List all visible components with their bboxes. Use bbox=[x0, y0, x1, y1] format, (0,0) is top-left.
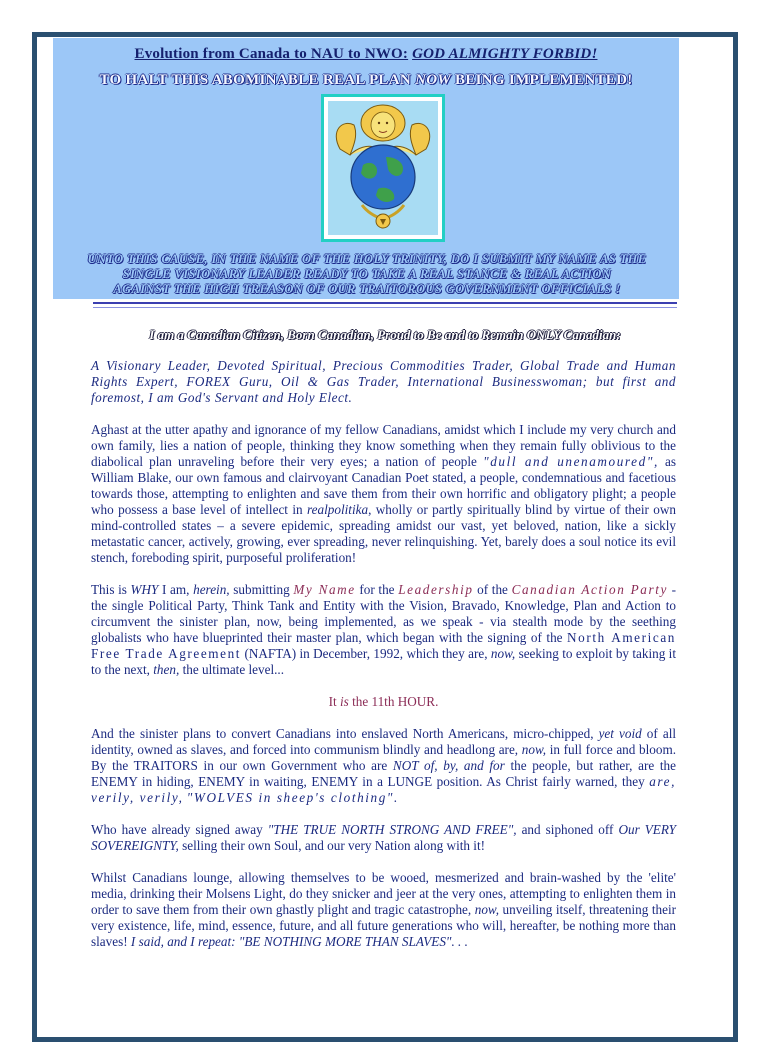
divider-thick bbox=[93, 302, 677, 304]
banner-title bbox=[53, 46, 679, 63]
paragraph-sinister-plans: And the sinister plans to convert Canadians into enslaved North Americans, micro-chipped, yet void of all identity, owned as slaves, and forced into communism blindly and headlong are, now, in full force and bloom. By the TRAITORS in our own Government who are NOT of, by, and for the people, but rather, are the ENEMY in hiding, ENEMY in waiting, ENEMY in a LUNGE position. As Christ fairly warned, they are, verily, verily, "WOLVES in sheep's clothing". bbox=[91, 726, 677, 805]
angel-globe-illustration bbox=[328, 101, 438, 235]
emblem-image bbox=[321, 94, 445, 242]
eleventh-hour-line: It is the 11th HOUR. bbox=[328, 694, 439, 709]
citizen-heading: I am a Canadian Citizen, Born Canadian, Proud to Be and to Remain ONLY Canadian: bbox=[149, 327, 621, 342]
banner-title-emphasis: GOD ALMIGHTY FORBID! bbox=[412, 46, 598, 62]
banner-subtitle-post: BEING IMPLEMENTED! bbox=[455, 72, 633, 88]
banner-subtitle bbox=[53, 72, 679, 89]
declaration-line-2: SINGLE VISIONARY LEADER READY TO TAKE A REAL STANCE & REAL ACTION bbox=[122, 267, 612, 281]
declaration-line-3: AGAINST THE HIGH TREASON OF OUR TRAITOROUS GOVERNMENT OFFICIALS ! bbox=[113, 282, 621, 296]
intro-paragraph: A Visionary Leader, Devoted Spiritual, Precious Commodities Trader, Global Trade and Human Rights Expert, FOREX Guru, Oil & Gas Trader, International Businesswoman; but first and foremost, I am God's Servant and Holy Elect. bbox=[91, 358, 676, 405]
paragraph-submission: This is WHY I am, herein, submitting My Name for the Leadership of the Canadian Action Party - the single Political Party, Think Tank and Entity with the Vision, Bravado, Knowledge, Plan and Action to circumvent the sinister plan, now, being implemented, as we speak - via stealth mode by the seething globalists who have blueprinted their master plan, which began with the signing of the North American Free Trade Agreement (NAFTA) in December, 1992, which they are, now, seeking to exploit by taking it to the next, then, the ultimate level... bbox=[91, 582, 677, 677]
banner-subtitle-pre: TO HALT THIS ABOMINABLE REAL PLAN bbox=[99, 72, 411, 88]
declaration-line-1: UNTO THIS CAUSE, IN THE NAME OF THE HOLY TRINITY, DO I SUBMIT MY NAME AS THE bbox=[87, 252, 647, 266]
banner-title-main: Evolution from Canada to NAU to NWO: bbox=[134, 46, 409, 62]
paragraph-whilst-canadians: Whilst Canadians lounge, allowing themselves to be wooed, mesmerized and brain-washed by the 'elite' media, drinking their Molsens Light, do they snicker and jeer at the very ones, attempting to enlighten them in order to save them from their own ghastly plight and tragic catastrophe, now, unveiling itself, threatening their very existence, life, mind, essence, future, and all future generations who will, hereafter, be nothing more than slaves! I said, and I repeat: "BE NOTHING MORE THAN SLAVES". . . bbox=[91, 870, 677, 949]
divider-thin bbox=[93, 307, 677, 308]
paragraph-apathy: Aghast at the utter apathy and ignorance of my fellow Canadians, amidst which I include my very church and own family, lies a nation of people, thinking they know something when they remain fully oblivious to the diabolical plan unraveling before their very eyes; a nation of people "dull and unenamoured", as William Blake, our own famous and clairvoyant Canadian Poet stated, a people, condemnatious and facetious towards those, attempting to enlighten and save them from their own horrific and obligatory plight; a people who possess a base level of intellect in realpolitika, wholly or partly spiritually blind by virtue of their own mind-controlled states – a severe epidemic, spreading amidst our vast, yet beloved, nation, like a sickly metastatic cancer, actively, growing, ever spreading, never relinquishing. Yet, barely does a soul notice its evil stench, foreboding spirit, purposeful proliferation! bbox=[91, 422, 677, 565]
article-body bbox=[91, 358, 676, 966]
banner-declaration bbox=[60, 252, 674, 297]
banner-subtitle-now: NOW bbox=[415, 72, 451, 88]
paragraph-signed-away: Who have already signed away "THE TRUE NORTH STRONG AND FREE", and siphoned off Our VERY SOVEREIGNTY, selling their own Soul, and our very Nation along with it! bbox=[91, 822, 677, 853]
